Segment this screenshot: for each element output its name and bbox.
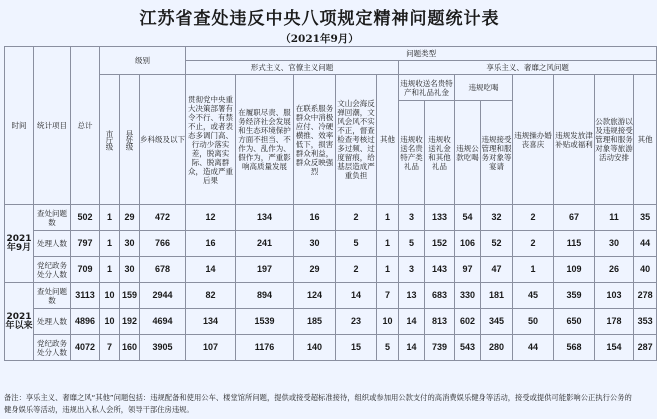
cell: 5 <box>377 335 399 361</box>
hedonism-allowance: 违规发放津补贴或福利 <box>554 75 595 205</box>
cell: 766 <box>140 231 186 257</box>
cell: 472 <box>140 205 186 231</box>
cell: 35 <box>634 205 657 231</box>
cell: 280 <box>481 335 513 361</box>
cell: 192 <box>120 309 140 335</box>
cell: 7 <box>100 335 120 361</box>
cell: 44 <box>513 335 554 361</box>
cell: 1 <box>377 231 399 257</box>
cell: 1 <box>377 257 399 283</box>
cell: 97 <box>455 257 481 283</box>
cell: 134 <box>186 309 236 335</box>
row-label: 党纪政务处分人数 <box>34 257 71 283</box>
cell: 54 <box>455 205 481 231</box>
cell: 197 <box>236 257 294 283</box>
cell: 4896 <box>71 309 100 335</box>
cell: 4072 <box>71 335 100 361</box>
cell: 23 <box>336 309 377 335</box>
county-level-header: 县处级 <box>120 75 140 205</box>
cell: 14 <box>186 257 236 283</box>
cell: 26 <box>595 257 634 283</box>
cell: 103 <box>595 283 634 309</box>
footnote: 备注：享乐主义、奢靡之风“其他”问题包括：违规配备和使用公车、楼堂馆所问题，提供或接受超标准接待，组织或参加用公款支付的高消费娱乐健身等活动，接受或提供可能影响公正执行公务的健身娱乐等活动，违规出入私人会所，领导干部住房违规。 <box>4 393 632 414</box>
cell: 67 <box>554 205 595 231</box>
formalism-other: 其他 <box>377 75 399 205</box>
formalism-type-2: 在履职尽责、服务经济社会发展和生态环境保护方面不担当、不作为、乱作为、假作为，严重影响高质量发展 <box>236 75 294 205</box>
cell: 330 <box>455 283 481 309</box>
formalism-type-3: 在联系服务群众中消极应付、冷硬横推、效率低下，损害群众利益，群众反映强烈 <box>294 75 336 205</box>
hedonism-gift-2: 违规收送礼金和其他礼品 <box>425 101 455 205</box>
cell: 2 <box>513 231 554 257</box>
cell: 3113 <box>71 283 100 309</box>
cell: 143 <box>425 257 455 283</box>
cell: 241 <box>236 231 294 257</box>
hedonism-gift-header: 违规收送名贵特产和礼品礼金 <box>399 75 455 101</box>
cell: 739 <box>425 335 455 361</box>
hedonism-header: 享乐主义、奢靡之风问题 <box>399 61 657 75</box>
cell: 14 <box>399 309 425 335</box>
cell: 134 <box>236 205 294 231</box>
cell: 568 <box>554 335 595 361</box>
cell: 678 <box>140 257 186 283</box>
row-label: 党纪政务处分人数 <box>34 335 71 361</box>
cell: 1 <box>100 231 120 257</box>
cell: 45 <box>513 283 554 309</box>
cell: 40 <box>634 257 657 283</box>
cell: 5 <box>399 231 425 257</box>
cell: 82 <box>186 283 236 309</box>
cell: 359 <box>554 283 595 309</box>
cell: 894 <box>236 283 294 309</box>
cell: 683 <box>425 283 455 309</box>
formalism-type-1: 贯彻党中央重大决策部署有令不行、有禁不止，或者表态多调门高、行动少落实差，脱离实际、脱离群众，造成严重后果 <box>186 75 236 205</box>
problem-type-header: 问题类型 <box>186 47 657 61</box>
cell: 109 <box>554 257 595 283</box>
cell: 154 <box>595 335 634 361</box>
cell: 16 <box>294 205 336 231</box>
hedonism-eat-1: 违规公款吃喝 <box>455 101 481 205</box>
formalism-header: 形式主义、官僚主义问题 <box>186 61 399 75</box>
cell: 1 <box>100 205 120 231</box>
cell: 107 <box>186 335 236 361</box>
row-label: 处理人数 <box>34 231 71 257</box>
group-time-label: 2021年以来 <box>5 283 34 361</box>
cell: 14 <box>336 283 377 309</box>
cell: 602 <box>455 309 481 335</box>
cell: 47 <box>481 257 513 283</box>
city-level-header: 市厅级 <box>100 75 120 205</box>
cell: 353 <box>634 309 657 335</box>
cell: 502 <box>71 205 100 231</box>
hedonism-eat-header: 违规吃喝 <box>455 75 513 101</box>
cell: 15 <box>336 335 377 361</box>
cell: 30 <box>595 231 634 257</box>
row-label: 查处问题数 <box>34 283 71 309</box>
hedonism-wedding: 违规操办婚丧喜庆 <box>513 75 554 205</box>
cell: 159 <box>120 283 140 309</box>
cell: 14 <box>399 335 425 361</box>
cell: 1539 <box>236 309 294 335</box>
cell: 709 <box>71 257 100 283</box>
stat-item-header: 统计项目 <box>34 47 71 205</box>
cell: 152 <box>425 231 455 257</box>
cell: 30 <box>294 231 336 257</box>
hedonism-travel: 公款旅游以及违规接受管理和服务对象等旅游活动安排 <box>595 75 634 205</box>
cell: 52 <box>481 231 513 257</box>
cell: 278 <box>634 283 657 309</box>
cell: 650 <box>554 309 595 335</box>
cell: 543 <box>455 335 481 361</box>
cell: 1 <box>513 257 554 283</box>
cell: 185 <box>294 309 336 335</box>
cell: 44 <box>634 231 657 257</box>
cell: 4694 <box>140 309 186 335</box>
page-subtitle: （2021年9月） <box>280 33 359 45</box>
statistics-table <box>4 46 657 361</box>
cell: 3 <box>399 257 425 283</box>
cell: 10 <box>100 309 120 335</box>
cell: 2 <box>336 205 377 231</box>
cell: 133 <box>425 205 455 231</box>
cell: 30 <box>120 231 140 257</box>
time-header: 时间 <box>5 47 34 205</box>
page-title: 江苏省查处违反中央八项规定精神问题统计表 <box>139 9 500 29</box>
cell: 30 <box>120 257 140 283</box>
cell: 106 <box>455 231 481 257</box>
cell: 16 <box>186 231 236 257</box>
cell: 2 <box>336 257 377 283</box>
cell: 13 <box>399 283 425 309</box>
cell: 345 <box>481 309 513 335</box>
cell: 32 <box>481 205 513 231</box>
cell: 12 <box>186 205 236 231</box>
hedonism-other: 其他 <box>634 75 657 205</box>
cell: 181 <box>481 283 513 309</box>
cell: 1 <box>100 257 120 283</box>
cell: 3 <box>399 205 425 231</box>
cell: 1176 <box>236 335 294 361</box>
cell: 813 <box>425 309 455 335</box>
cell: 11 <box>595 205 634 231</box>
total-header: 总计 <box>71 47 100 205</box>
cell: 287 <box>634 335 657 361</box>
formalism-type-4: 文山会海反弹回潮，文风会风不实不正，督查检查考核过多过频、过度留痕，给基层造成严重负担 <box>336 75 377 205</box>
cell: 2 <box>513 205 554 231</box>
cell: 3905 <box>140 335 186 361</box>
cell: 29 <box>120 205 140 231</box>
level-header: 级别 <box>100 47 186 75</box>
hedonism-gift-1: 违规收送名贵特产类礼品 <box>399 101 425 205</box>
cell: 50 <box>513 309 554 335</box>
group-time-label: 2021年9月 <box>5 205 34 283</box>
cell: 2944 <box>140 283 186 309</box>
row-label: 处理人数 <box>34 309 71 335</box>
row-label: 查处问题数 <box>34 205 71 231</box>
cell: 178 <box>595 309 634 335</box>
cell: 160 <box>120 335 140 361</box>
hedonism-eat-2: 违规接受管理和服务对象等宴请 <box>481 101 513 205</box>
cell: 10 <box>377 309 399 335</box>
cell: 797 <box>71 231 100 257</box>
cell: 1 <box>377 205 399 231</box>
cell: 7 <box>377 283 399 309</box>
cell: 140 <box>294 335 336 361</box>
cell: 10 <box>100 283 120 309</box>
cell: 29 <box>294 257 336 283</box>
cell: 5 <box>336 231 377 257</box>
township-level-header: 乡科级及以下 <box>140 75 186 205</box>
cell: 115 <box>554 231 595 257</box>
cell: 124 <box>294 283 336 309</box>
